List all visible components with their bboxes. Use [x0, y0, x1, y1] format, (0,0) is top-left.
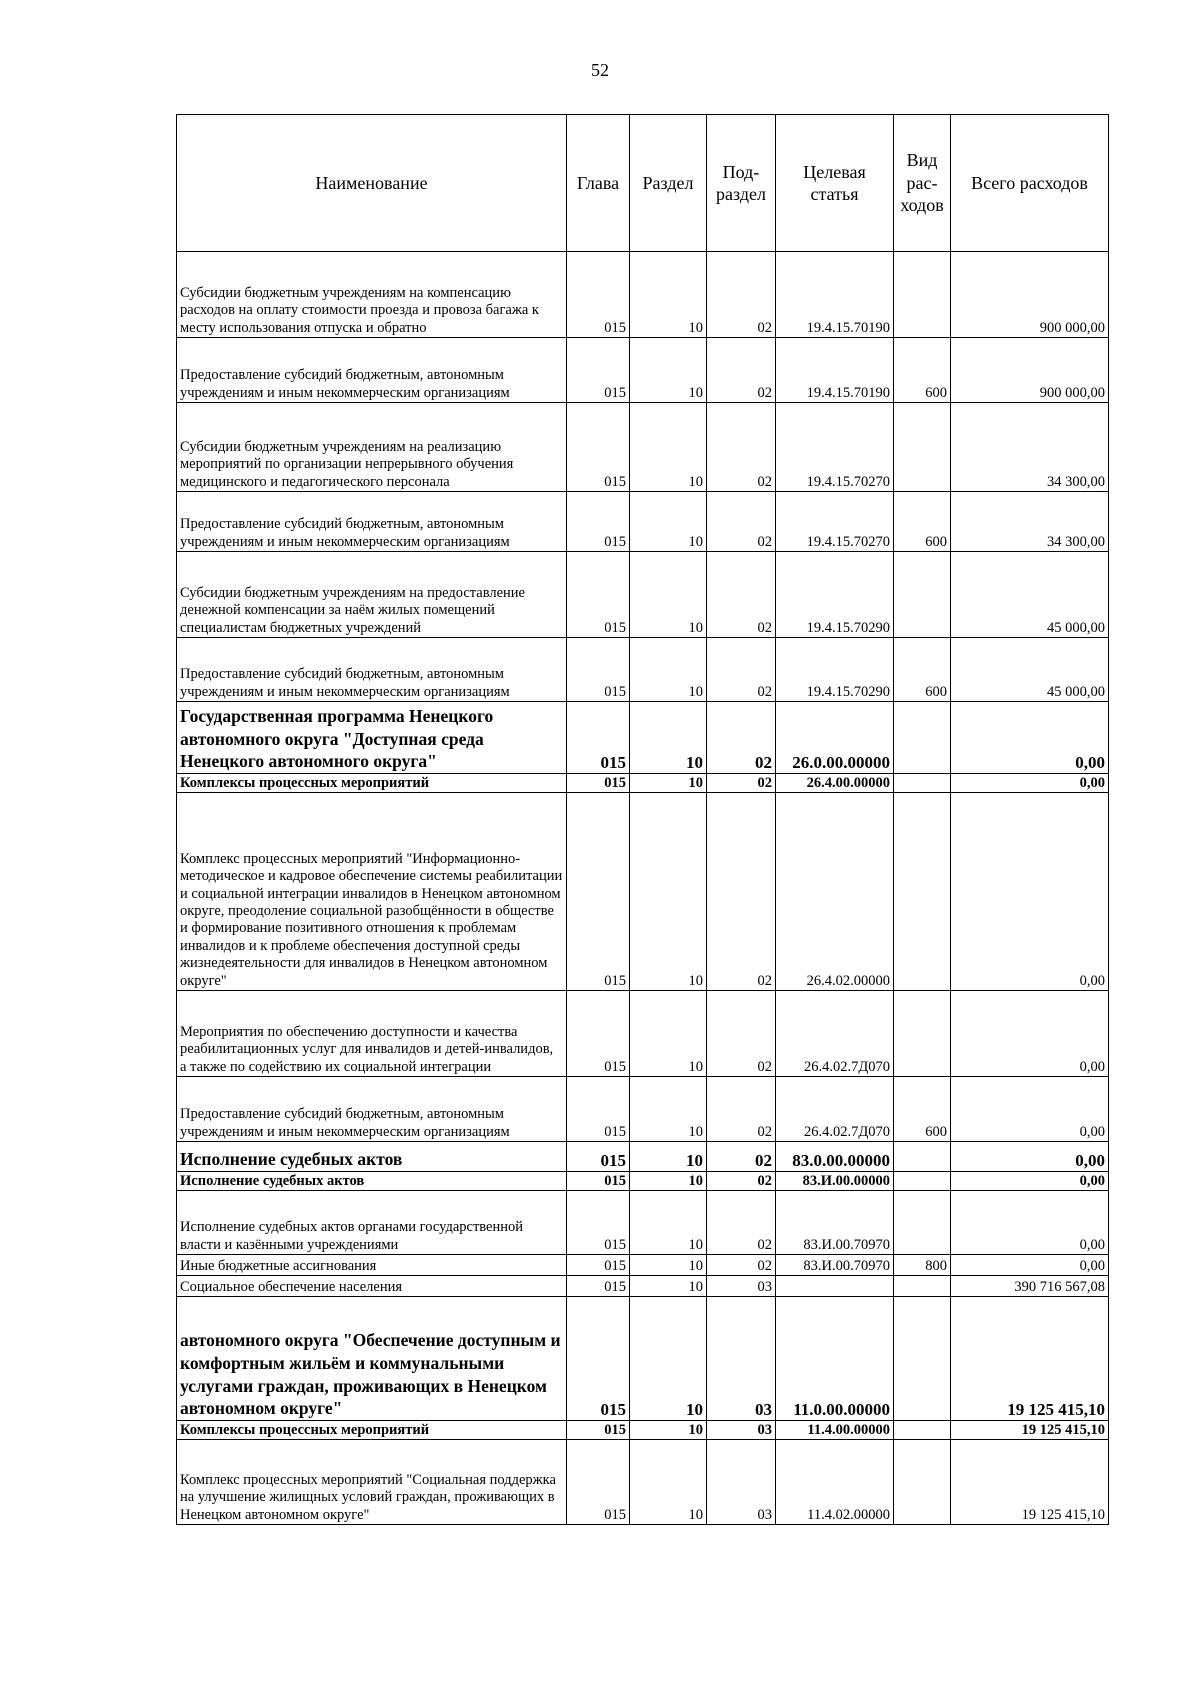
cell-razdel: 10: [630, 338, 707, 403]
header-celevaya-line2: статья: [810, 184, 859, 204]
cell-podrazdel: 02: [707, 1172, 776, 1191]
cell-name: Комплексы процессных мероприятий: [177, 774, 567, 793]
header-podrazdel-line2: раздел: [716, 184, 766, 204]
cell-vsego-rashodov: 19 125 415,10: [951, 1421, 1109, 1440]
cell-celevaya-statya: 19.4.15.70290: [776, 552, 894, 638]
cell-celevaya-statya: 26.4.02.7Д070: [776, 991, 894, 1077]
table-row: [177, 638, 1109, 702]
cell-razdel: 10: [630, 774, 707, 793]
cell-celevaya-statya: 26.0.00.00000: [776, 702, 894, 774]
cell-glava: 015: [567, 702, 630, 774]
cell-glava: 015: [567, 1276, 630, 1297]
cell-celevaya-statya: 26.4.02.7Д070: [776, 1077, 894, 1142]
cell-celevaya-statya: 11.0.00.00000: [776, 1297, 894, 1421]
cell-glava: 015: [567, 774, 630, 793]
cell-razdel: 10: [630, 1191, 707, 1255]
header-razdel: Раздел: [630, 115, 707, 252]
cell-glava: 015: [567, 1191, 630, 1255]
cell-razdel: 10: [630, 638, 707, 702]
cell-vid-rashodov: 800: [894, 1255, 951, 1276]
cell-vid-rashodov: 600: [894, 338, 951, 403]
cell-celevaya-statya: 83.И.00.70970: [776, 1255, 894, 1276]
cell-razdel: 10: [630, 492, 707, 552]
header-podrazdel: [707, 115, 776, 252]
cell-glava: 015: [567, 1255, 630, 1276]
cell-vsego-rashodov: 45 000,00: [951, 552, 1109, 638]
cell-podrazdel: 03: [707, 1440, 776, 1525]
cell-vsego-rashodov: 0,00: [951, 991, 1109, 1077]
cell-glava: 015: [567, 1142, 630, 1172]
header-vid-line1: Вид: [906, 150, 938, 171]
cell-vid-rashodov: [894, 552, 951, 638]
cell-vsego-rashodov: 0,00: [951, 1191, 1109, 1255]
cell-vid-rashodov: [894, 403, 951, 492]
cell-celevaya-statya: 83.И.00.00000: [776, 1172, 894, 1191]
cell-glava: 015: [567, 1077, 630, 1142]
cell-podrazdel: 02: [707, 1142, 776, 1172]
cell-razdel: 10: [630, 552, 707, 638]
cell-vsego-rashodov: 0,00: [951, 1142, 1109, 1172]
cell-vsego-rashodov: 34 300,00: [951, 492, 1109, 552]
cell-vid-rashodov: [894, 1276, 951, 1297]
cell-razdel: 10: [630, 1172, 707, 1191]
table-row: [177, 1421, 1109, 1440]
table-row: [177, 338, 1109, 403]
header-glava: Глава: [567, 115, 630, 252]
cell-celevaya-statya: [776, 1276, 894, 1297]
table-body: [177, 252, 1109, 1525]
table-row: [177, 1172, 1109, 1191]
table-row: [177, 1255, 1109, 1276]
cell-vsego-rashodov: 0,00: [951, 1255, 1109, 1276]
cell-glava: 015: [567, 403, 630, 492]
cell-razdel: 10: [630, 1255, 707, 1276]
cell-podrazdel: 03: [707, 1297, 776, 1421]
cell-vid-rashodov: [894, 1297, 951, 1421]
cell-razdel: 10: [630, 793, 707, 991]
cell-vid-rashodov: [894, 1421, 951, 1440]
cell-glava: 015: [567, 1297, 630, 1421]
cell-name: Социальное обеспечение населения: [177, 1276, 567, 1297]
cell-razdel: 10: [630, 1297, 707, 1421]
cell-name: Мероприятия по обеспечению доступности и качества реабилитационных услуг для инвалидов и детей-инвалидов, а также по содействию их социальной интеграции: [177, 991, 567, 1077]
cell-podrazdel: 02: [707, 403, 776, 492]
cell-podrazdel: 02: [707, 252, 776, 338]
cell-glava: 015: [567, 793, 630, 991]
cell-name: автономного округа "Обеспечение доступным и комфортным жильём и коммунальными услугами граждан, проживающих в Ненецком автономном округе": [177, 1297, 567, 1421]
cell-name: Субсидии бюджетным учреждениям на компенсацию расходов на оплату стоимости проезда и провоза багажа к месту использования отпуска и обратно: [177, 252, 567, 338]
table-row: [177, 702, 1109, 774]
cell-podrazdel: 02: [707, 774, 776, 793]
cell-name: Предоставление субсидий бюджетным, автономным учреждениям и иным некоммерческим организациям: [177, 638, 567, 702]
cell-vid-rashodov: [894, 774, 951, 793]
cell-glava: 015: [567, 338, 630, 403]
page-number: 52: [591, 60, 609, 80]
cell-name: Государственная программа Ненецкого автономного округа "Доступная среда Ненецкого автономного округа": [177, 702, 567, 774]
cell-glava: 015: [567, 252, 630, 338]
cell-name: Иные бюджетные ассигнования: [177, 1255, 567, 1276]
cell-podrazdel: 02: [707, 793, 776, 991]
cell-vid-rashodov: [894, 991, 951, 1077]
table-row: [177, 991, 1109, 1077]
table-row: [177, 1142, 1109, 1172]
cell-name: Исполнение судебных актов: [177, 1172, 567, 1191]
cell-razdel: 10: [630, 991, 707, 1077]
table-row: [177, 1077, 1109, 1142]
cell-podrazdel: 02: [707, 1191, 776, 1255]
table-row: [177, 1297, 1109, 1421]
cell-razdel: 10: [630, 702, 707, 774]
cell-podrazdel: 03: [707, 1276, 776, 1297]
cell-podrazdel: 02: [707, 702, 776, 774]
cell-name: Предоставление субсидий бюджетным, автономным учреждениям и иным некоммерческим организациям: [177, 1077, 567, 1142]
cell-celevaya-statya: 19.4.15.70190: [776, 252, 894, 338]
cell-celevaya-statya: 11.4.02.00000: [776, 1440, 894, 1525]
cell-razdel: 10: [630, 1440, 707, 1525]
cell-vsego-rashodov: 0,00: [951, 793, 1109, 991]
cell-name: Исполнение судебных актов органами государственной власти и казёнными учреждениями: [177, 1191, 567, 1255]
cell-vsego-rashodov: 0,00: [951, 1077, 1109, 1142]
cell-celevaya-statya: 19.4.15.70270: [776, 492, 894, 552]
header-vid: [894, 115, 951, 252]
header-vsego: Всего расходов: [951, 115, 1109, 252]
cell-vsego-rashodov: 900 000,00: [951, 338, 1109, 403]
cell-vid-rashodov: [894, 702, 951, 774]
cell-name: Предоставление субсидий бюджетным, автономным учреждениям и иным некоммерческим организациям: [177, 492, 567, 552]
header-celevaya-line1: Целевая: [803, 161, 866, 182]
table-row: [177, 774, 1109, 793]
table-row: [177, 1276, 1109, 1297]
cell-glava: 015: [567, 552, 630, 638]
budget-table: [176, 114, 1109, 1525]
cell-vid-rashodov: 600: [894, 1077, 951, 1142]
cell-celevaya-statya: 83.И.00.70970: [776, 1191, 894, 1255]
cell-podrazdel: 02: [707, 1255, 776, 1276]
cell-razdel: 10: [630, 1142, 707, 1172]
cell-glava: 015: [567, 1421, 630, 1440]
cell-glava: 015: [567, 1440, 630, 1525]
cell-celevaya-statya: 19.4.15.70270: [776, 403, 894, 492]
cell-celevaya-statya: 26.4.02.00000: [776, 793, 894, 991]
cell-name: Комплекс процессных мероприятий "Социальная поддержка на улучшение жилищных условий граждан, проживающих в Ненецком автономном округе": [177, 1440, 567, 1525]
cell-celevaya-statya: 26.4.00.00000: [776, 774, 894, 793]
cell-vsego-rashodov: 34 300,00: [951, 403, 1109, 492]
table-header-row: [177, 115, 1109, 252]
cell-name: Субсидии бюджетным учреждениям на предоставление денежной компенсации за наём жилых помещений специалистам бюджетных учреждений: [177, 552, 567, 638]
cell-vsego-rashodov: 0,00: [951, 1172, 1109, 1191]
cell-vid-rashodov: [894, 1191, 951, 1255]
cell-podrazdel: 02: [707, 492, 776, 552]
cell-glava: 015: [567, 492, 630, 552]
table-row: [177, 552, 1109, 638]
cell-vsego-rashodov: 45 000,00: [951, 638, 1109, 702]
cell-glava: 015: [567, 1172, 630, 1191]
cell-vid-rashodov: [894, 1142, 951, 1172]
cell-razdel: 10: [630, 252, 707, 338]
cell-podrazdel: 03: [707, 1421, 776, 1440]
cell-celevaya-statya: 11.4.00.00000: [776, 1421, 894, 1440]
cell-vsego-rashodov: 19 125 415,10: [951, 1440, 1109, 1525]
table-row: [177, 1191, 1109, 1255]
cell-razdel: 10: [630, 1077, 707, 1142]
table-row: [177, 492, 1109, 552]
header-vid-line3: ходов: [900, 195, 944, 216]
cell-razdel: 10: [630, 1276, 707, 1297]
cell-vid-rashodov: [894, 252, 951, 338]
cell-razdel: 10: [630, 1421, 707, 1440]
cell-celevaya-statya: 83.0.00.00000: [776, 1142, 894, 1172]
cell-podrazdel: 02: [707, 552, 776, 638]
cell-vsego-rashodov: 0,00: [951, 702, 1109, 774]
cell-glava: 015: [567, 638, 630, 702]
cell-name: Предоставление субсидий бюджетным, автономным учреждениям и иным некоммерческим организациям: [177, 338, 567, 403]
table-row: [177, 252, 1109, 338]
header-celevaya: [776, 115, 894, 252]
cell-celevaya-statya: 19.4.15.70190: [776, 338, 894, 403]
cell-celevaya-statya: 19.4.15.70290: [776, 638, 894, 702]
cell-name: Комплекс процессных мероприятий "Информационно-методическое и кадровое обеспечение системы реабилитации и социальной интеграции инвалидов в Ненецком автономном округе, преодоление социальной разобщённости в обществе и формирование позитивного отношения к проблемам инвалидов и к проблеме обеспечения доступной среды жизнедеятельности для инвалидов в Ненецком автономном округе": [177, 793, 567, 991]
cell-vsego-rashodov: 19 125 415,10: [951, 1297, 1109, 1421]
cell-razdel: 10: [630, 403, 707, 492]
cell-podrazdel: 02: [707, 338, 776, 403]
table-row: [177, 1440, 1109, 1525]
cell-vsego-rashodov: 900 000,00: [951, 252, 1109, 338]
cell-name: Исполнение судебных актов: [177, 1142, 567, 1172]
cell-vid-rashodov: [894, 1172, 951, 1191]
cell-name: Субсидии бюджетным учреждениям на реализацию мероприятий по организации непрерывного обучения медицинского и педагогического персонала: [177, 403, 567, 492]
cell-vid-rashodov: 600: [894, 638, 951, 702]
cell-podrazdel: 02: [707, 991, 776, 1077]
cell-glava: 015: [567, 991, 630, 1077]
cell-podrazdel: 02: [707, 1077, 776, 1142]
cell-vid-rashodov: 600: [894, 492, 951, 552]
cell-podrazdel: 02: [707, 638, 776, 702]
header-podrazdel-line1: Под-: [722, 161, 760, 182]
table-row: [177, 793, 1109, 991]
cell-name: Комплексы процессных мероприятий: [177, 1421, 567, 1440]
cell-vid-rashodov: [894, 1440, 951, 1525]
cell-vid-rashodov: [894, 793, 951, 991]
header-vid-line2: рас-: [906, 172, 938, 193]
table-row: [177, 403, 1109, 492]
cell-vsego-rashodov: 0,00: [951, 774, 1109, 793]
cell-vsego-rashodov: 390 716 567,08: [951, 1276, 1109, 1297]
header-name: Наименование: [177, 115, 567, 252]
